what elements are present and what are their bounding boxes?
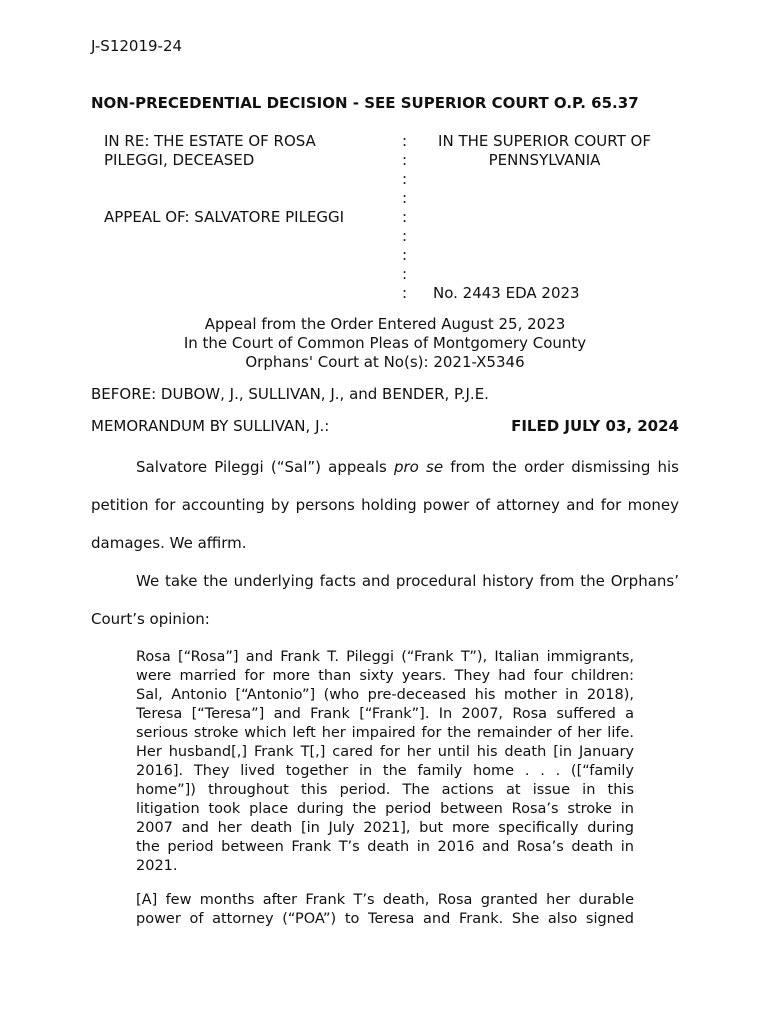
paragraph-line: Court’s opinion: (91, 610, 210, 628)
court-line: PENNSYLVANIA (488, 151, 601, 169)
docket-id: J-S12019-24 (91, 37, 183, 55)
caption-line (104, 170, 384, 189)
caption-line: IN RE: THE ESTATE OF ROSA (104, 132, 316, 150)
appeal-from-line: Appeal from the Order Entered August 25, 2023 (204, 315, 566, 333)
quote-line: Sal, Antonio [“Antonio”] (who pre-deceased his mother in 2018), (136, 687, 634, 703)
appeal-from-block (120, 315, 650, 372)
appeal-from-line: In the Court of Common Pleas of Montgomery County (183, 334, 587, 352)
quote-line: 2021. (136, 858, 178, 874)
quote-line: home”]) throughout this period. The actions at issue in this (136, 782, 634, 798)
quote-line: Her husband[,] Frank T[,] cared for her until his death [in January (136, 744, 634, 760)
quote-line: serious stroke which left her impaired for the remainder of her life. (136, 725, 634, 741)
quote-line: Rosa [“Rosa”] and Frank T. Pileggi (“Frank T”), Italian immigrants, (136, 649, 634, 665)
quote-line: litigation took place during the period between Rosa’s stroke in (136, 801, 634, 817)
quote-line: Teresa [“Teresa”] and Frank [“Frank”]. In 2007, Rosa suffered a (136, 706, 634, 722)
caption-colon: : (402, 227, 408, 245)
caption-colon: : (402, 265, 408, 283)
quote-line: 2016]. They lived together in the family home . . . ([“family (136, 763, 634, 779)
caption-colon: : (402, 132, 408, 150)
non-precedential-heading: NON-PRECEDENTIAL DECISION - SEE SUPERIOR COURT O.P. 65.37 (91, 94, 639, 112)
caption-colon: : (402, 170, 408, 188)
paragraph-text: Salvatore Pileggi (“Sal”) appeals (136, 458, 394, 476)
paragraph-italic-text: pro se (393, 458, 444, 476)
facts-intro-paragraph (91, 572, 679, 648)
case-caption (104, 132, 384, 227)
caption-colon-column (402, 132, 412, 303)
paragraph-line: We take the underlying facts and procedural history from the Orphans’ (136, 572, 679, 590)
paragraph-line (91, 458, 679, 496)
filed-date: FILED JULY 03, 2024 (511, 417, 679, 435)
panel-before: BEFORE: DUBOW, J., SULLIVAN, J., and BENDER, P.J.E. (91, 385, 489, 403)
caption-colon: : (402, 189, 408, 207)
memorandum-by: MEMORANDUM BY SULLIVAN, J.: (91, 417, 330, 435)
block-quote-2 (136, 891, 634, 929)
court-name (432, 132, 657, 170)
quote-line: power of attorney (“POA”) to Teresa and Frank. She also signed (136, 911, 634, 927)
opening-paragraph (91, 458, 679, 572)
paragraph-line: petition for accounting by persons holding power of attorney and for money (91, 496, 679, 514)
court-line: IN THE SUPERIOR COURT OF (438, 132, 651, 150)
quote-line: the period between Frank T’s death in 2016 and Rosa’s death in (136, 839, 634, 855)
docket-number: No. 2443 EDA 2023 (433, 284, 580, 302)
appeal-from-line: Orphans' Court at No(s): 2021-X5346 (245, 353, 525, 371)
paragraph-line: damages. We affirm. (91, 534, 247, 552)
caption-line: PILEGGI, DECEASED (104, 151, 255, 169)
caption-colon: : (402, 246, 408, 264)
caption-line (104, 189, 384, 208)
quote-line: [A] few months after Frank T’s death, Rosa granted her durable (136, 892, 634, 908)
quote-line: 2007 and her death [in July 2021], but more specifically during (136, 820, 634, 836)
block-quote-1 (136, 648, 634, 876)
caption-colon: : (402, 151, 408, 169)
caption-line: APPEAL OF: SALVATORE PILEGGI (104, 208, 345, 226)
quote-line: were married for more than sixty years. They had four children: (136, 668, 634, 684)
paragraph-text: from the order dismissing his (443, 458, 679, 476)
caption-colon: : (402, 284, 408, 302)
caption-colon: : (402, 208, 408, 226)
